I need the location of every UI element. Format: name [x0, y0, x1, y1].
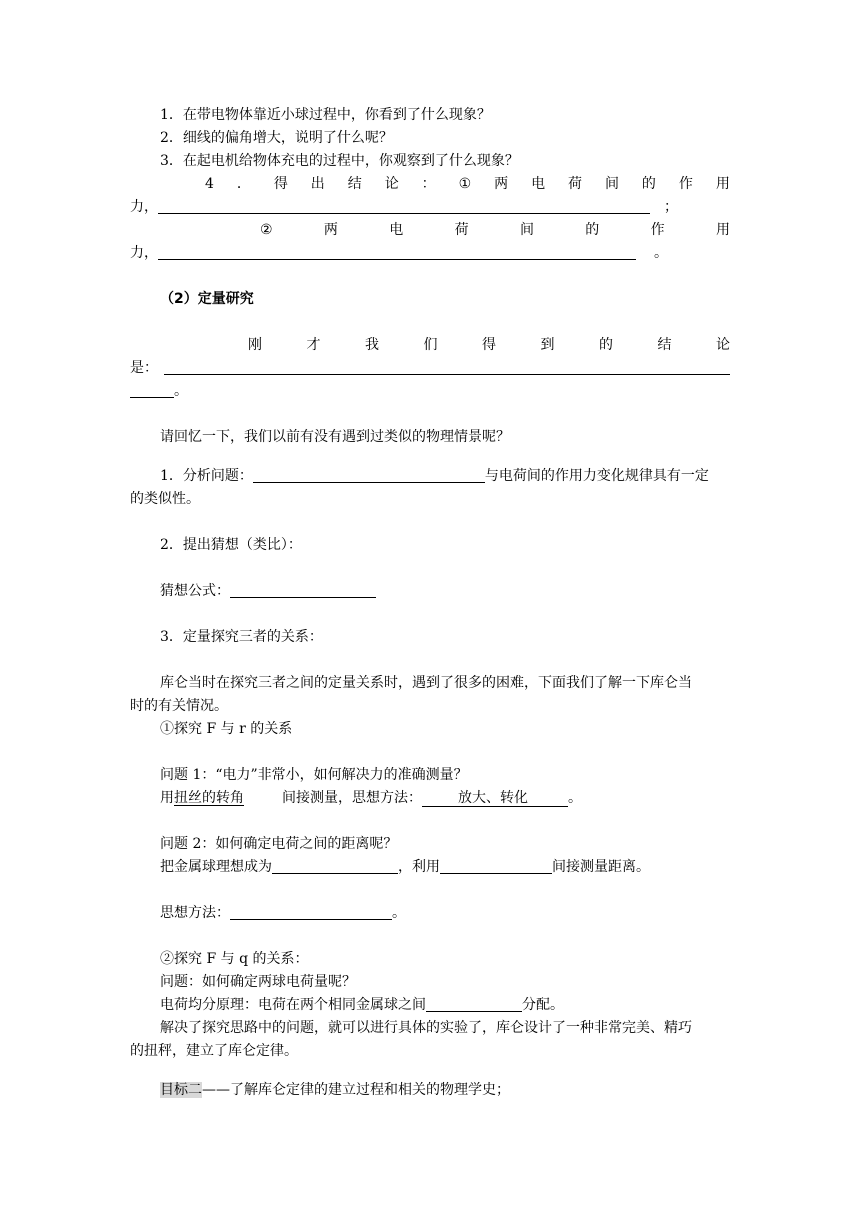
- goal-2-label: 目标二: [160, 1082, 202, 1098]
- coulomb-intro-line-1: 库仑当时在探究三者之间的定量关系时，遇到了很多的困难，下面我们了解一下库仑当: [160, 675, 692, 691]
- conclusion-answer-line: 是：: [130, 358, 730, 378]
- summary-line-1: 解决了探究思路中的问题，就可以进行具体的实验了，库仑设计了一种非常完美、精巧: [160, 1020, 692, 1036]
- analyze-blank[interactable]: [253, 468, 485, 483]
- hypothesis-text: 2．提出猜想（类比）：: [160, 537, 302, 553]
- formula-blank[interactable]: [230, 583, 376, 598]
- conclusion-answer-line-2: 。: [130, 381, 188, 401]
- charge-split-blank[interactable]: [426, 997, 522, 1012]
- problem-1-fill-1[interactable]: 扭丝的转角: [174, 790, 244, 806]
- question-1: 1．在带电物体靠近小球过程中，你看到了什么现象？: [160, 107, 491, 123]
- analyze-line-2: 的类似性。: [130, 491, 200, 507]
- method-blank[interactable]: [230, 905, 392, 920]
- question-2: 2．细线的偏角增大，说明了什么呢？: [160, 130, 393, 146]
- conclusion-blank-2[interactable]: [130, 383, 174, 398]
- problem-1-fill-2[interactable]: 放大、转化: [422, 790, 568, 807]
- section-2-title: （2）定量研究: [160, 291, 254, 307]
- problem-2-blank-1[interactable]: [272, 859, 398, 874]
- step-3-text: 3．定量探究三者的关系：: [160, 629, 323, 645]
- conclusion-2-blank[interactable]: [158, 245, 636, 260]
- method-line: 思想方法： 。: [160, 905, 406, 921]
- goal-2-line: 目标二——了解库仑定律的建立过程和相关的物理学史；: [160, 1082, 510, 1098]
- coulomb-intro-line-2: 时的有关情况。: [130, 698, 228, 714]
- conclusion-question-line: 刚 才 我 们 得 到 的 结 论: [248, 337, 730, 353]
- problem-3-question: 问题：如何确定两球电荷量呢？: [160, 974, 356, 990]
- question-4-line: 4 ． 得 出 结 论 ： ① 两 电 荷 间 的 作 用: [205, 176, 730, 192]
- conclusion-1-blank[interactable]: [158, 199, 650, 214]
- conclusion-blank-1[interactable]: [164, 360, 730, 375]
- charge-split-line: 电荷均分原理：电荷在两个相同金属球之间 分配。: [160, 997, 564, 1013]
- problem-2-answer: 把金属球理想成为 ，利用 间接测量距离。: [160, 859, 650, 875]
- recall-text: 请回忆一下，我们以前有没有遇到过类似的物理情景呢？: [160, 429, 510, 445]
- sub2-title: ②探究 F 与 q 的关系：: [160, 951, 309, 967]
- sub1-title: ①探究 F 与 r 的关系: [160, 721, 293, 737]
- problem-2-question: 问题 2：如何确定电荷之间的距离呢？: [160, 836, 398, 852]
- analyze-line: 1．分析问题： 与电荷间的作用力变化规律具有一定: [160, 468, 709, 484]
- problem-1-answer: 用扭丝的转角 间接测量，思想方法： 放大、转化 。: [160, 790, 582, 806]
- problem-1-question: 问题 1：“电力”非常小，如何解决力的准确测量？: [160, 767, 468, 783]
- conclusion-2-fill-line: 力， 。: [130, 245, 668, 261]
- conclusion-2-line: ② 两 电 荷 间 的 作 用: [260, 222, 730, 238]
- question-3: 3．在起电机给物体充电的过程中，你观察到了什么现象？: [160, 153, 519, 169]
- summary-line-2: 的扭秤，建立了库仑定律。: [130, 1043, 298, 1059]
- formula-line: 猜想公式：: [160, 581, 376, 601]
- problem-2-blank-2[interactable]: [440, 859, 552, 874]
- conclusion-1-line: 力， ；: [130, 199, 678, 215]
